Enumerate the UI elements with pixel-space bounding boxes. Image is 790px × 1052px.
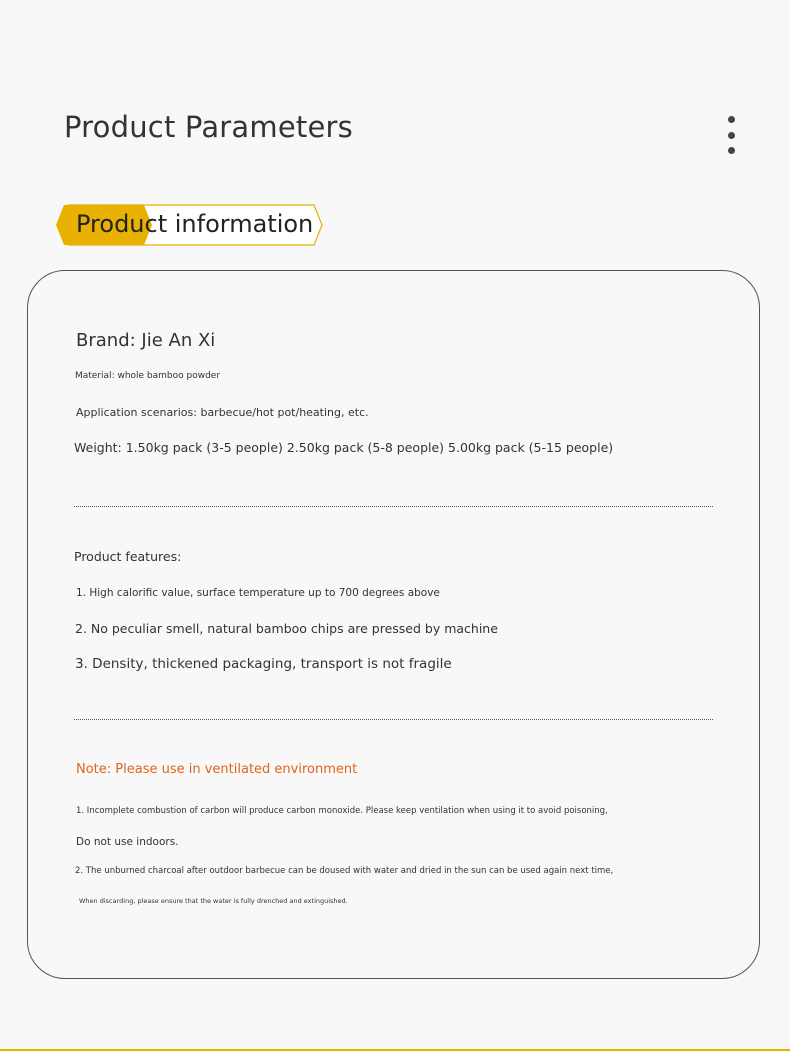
feature-item: 2. No peculiar smell, natural bamboo chips are pressed by machine	[75, 621, 498, 636]
note-heading: Note: Please use in ventilated environment	[76, 762, 358, 777]
feature-item: 3. Density, thickened packaging, transport is not fragile	[75, 656, 452, 672]
application-text: Application scenarios: barbecue/hot pot/heating, etc.	[76, 406, 369, 419]
banner-label: Product information	[76, 210, 314, 238]
note-line: When discarding, please ensure that the water is fully drenched and extinguished.	[79, 897, 348, 905]
page-title: Product Parameters	[64, 110, 353, 144]
note-line: Do not use indoors.	[76, 836, 179, 848]
divider	[74, 506, 713, 507]
note-line: 2. The unburned charcoal after outdoor barbecue can be doused with water and dried in the sun can be used again next time,	[75, 866, 614, 876]
section-banner	[56, 204, 324, 246]
brand-text: Brand: Jie An Xi	[76, 330, 216, 351]
bottom-accent-line	[0, 1049, 790, 1051]
features-heading: Product features:	[74, 549, 182, 564]
weight-text: Weight: 1.50kg pack (3-5 people) 2.50kg pack (5-8 people) 5.00kg pack (5-15 people)	[74, 440, 614, 455]
note-line: 1. Incomplete combustion of carbon will produce carbon monoxide. Please keep ventilation when using it to avoid poisoning,	[76, 806, 608, 816]
material-text: Material: whole bamboo powder	[75, 371, 221, 381]
more-vertical-icon[interactable]	[722, 116, 740, 154]
divider	[74, 719, 713, 720]
feature-item: 1. High calorific value, surface temperature up to 700 degrees above	[76, 587, 440, 599]
